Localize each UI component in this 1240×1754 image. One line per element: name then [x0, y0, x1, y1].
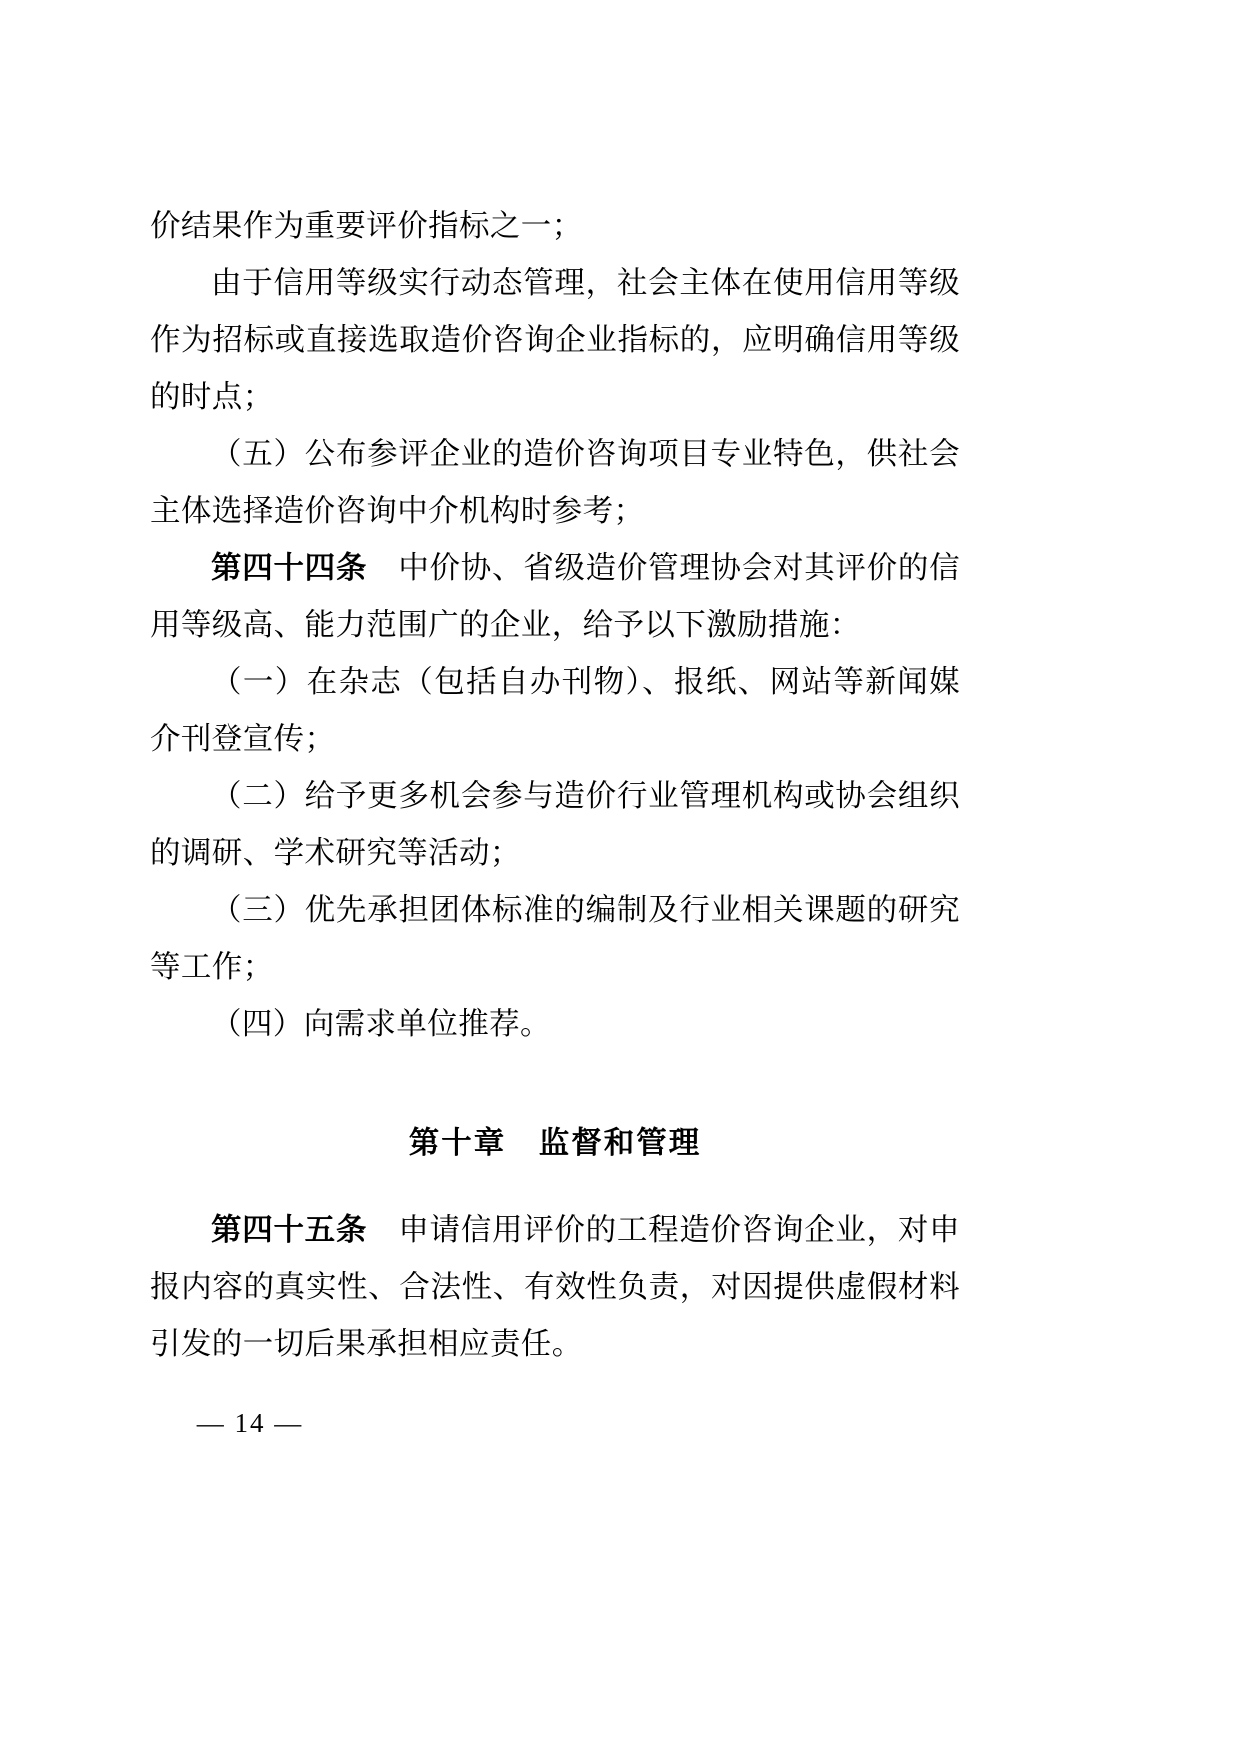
article-45-text: 申请信用评价的工程造价咨询企业，对申报内容的真实性、合法性、有效性负责，对因提供虚假材料引发的一切后果承担相应责任。 — [150, 1213, 960, 1361]
paragraph-3: （五）公布参评企业的造价咨询项目专业特色，供社会主体选择造价咨询中介机构时参考； — [150, 437, 960, 528]
page-number: — 14 — — [196, 1408, 304, 1438]
article-45-label: 第四十五条 — [211, 1213, 368, 1247]
article-44-text: 中价协、省级造价管理协会对其评价的信用等级高、能力范围广的企业，给予以下激励措施： — [150, 551, 960, 642]
paragraph-item-3: （三）优先承担团体标准的编制及行业相关课题的研究等工作； — [150, 893, 960, 984]
chapter-heading-10: 第十章 监督和管理 — [408, 1126, 702, 1160]
paragraph-item-4: （四）向需求单位推荐。 — [211, 1007, 551, 1041]
spacer-after-chapter — [150, 1172, 960, 1202]
page-footer — [0, 1408, 1240, 1439]
article-45 — [150, 1202, 960, 1373]
paragraph-2: 由于信用等级实行动态管理，社会主体在使用信用等级作为招标或直接选取造价咨询企业指标的，应明确信用等级的时点； — [150, 266, 960, 414]
article-44 — [150, 540, 960, 654]
paragraph-item-2: （二）给予更多机会参与造价行业管理机构或协会组织的调研、学术研究等活动； — [150, 779, 960, 870]
document-body — [150, 198, 960, 1373]
paragraph-item-1: （一）在杂志（包括自办刊物）、报纸、网站等新闻媒介刊登宣传； — [150, 665, 960, 756]
paragraph-1: 价结果作为重要评价指标之一； — [150, 209, 583, 243]
article-44-label: 第四十四条 — [211, 551, 368, 585]
spacer-before-chapter — [150, 1053, 960, 1115]
